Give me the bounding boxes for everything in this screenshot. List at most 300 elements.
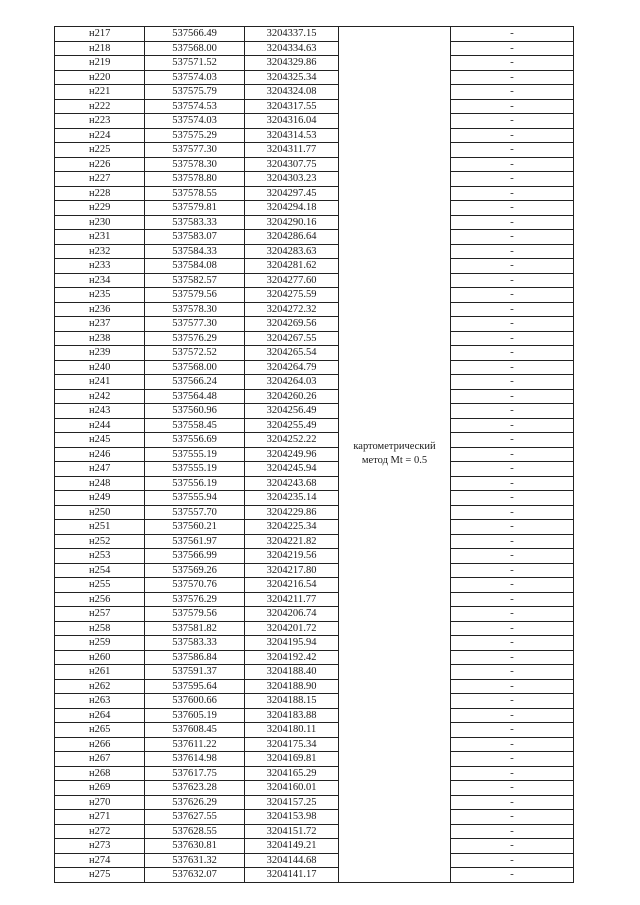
y-coordinate-cell: 3204219.56 <box>245 549 339 564</box>
note-cell: - <box>451 737 574 752</box>
point-id-cell: н232 <box>55 244 145 259</box>
note-cell: - <box>451 505 574 520</box>
table-row <box>55 795 574 810</box>
y-coordinate-cell: 3204334.63 <box>245 41 339 56</box>
y-coordinate-cell: 3204329.86 <box>245 56 339 71</box>
table-row <box>55 433 574 448</box>
table-row <box>55 143 574 158</box>
x-coordinate-cell: 537627.55 <box>145 810 245 825</box>
method-cell <box>339 27 451 883</box>
x-coordinate-cell: 537586.84 <box>145 650 245 665</box>
y-coordinate-cell: 3204314.53 <box>245 128 339 143</box>
x-coordinate-cell: 537574.03 <box>145 114 245 129</box>
x-coordinate-cell: 537555.19 <box>145 447 245 462</box>
x-coordinate-cell: 537572.52 <box>145 346 245 361</box>
note-cell: - <box>451 186 574 201</box>
y-coordinate-cell: 3204157.25 <box>245 795 339 810</box>
y-coordinate-cell: 3204216.54 <box>245 578 339 593</box>
table-row <box>55 723 574 738</box>
y-coordinate-cell: 3204229.86 <box>245 505 339 520</box>
point-id-cell: н252 <box>55 534 145 549</box>
y-coordinate-cell: 3204206.74 <box>245 607 339 622</box>
note-cell: - <box>451 534 574 549</box>
point-id-cell: н241 <box>55 375 145 390</box>
table-row <box>55 737 574 752</box>
note-cell: - <box>451 259 574 274</box>
point-id-cell: н220 <box>55 70 145 85</box>
table-row <box>55 230 574 245</box>
note-cell: - <box>451 70 574 85</box>
y-coordinate-cell: 3204188.40 <box>245 665 339 680</box>
note-cell: - <box>451 418 574 433</box>
note-cell: - <box>451 795 574 810</box>
note-cell: - <box>451 781 574 796</box>
point-id-cell: н264 <box>55 708 145 723</box>
table-row <box>55 694 574 709</box>
table-row <box>55 650 574 665</box>
point-id-cell: н249 <box>55 491 145 506</box>
y-coordinate-cell: 3204235.14 <box>245 491 339 506</box>
x-coordinate-cell: 537611.22 <box>145 737 245 752</box>
table-row <box>55 56 574 71</box>
x-coordinate-cell: 537556.69 <box>145 433 245 448</box>
note-cell: - <box>451 824 574 839</box>
y-coordinate-cell: 3204286.64 <box>245 230 339 245</box>
table-row <box>55 317 574 332</box>
x-coordinate-cell: 537574.53 <box>145 99 245 114</box>
point-id-cell: н257 <box>55 607 145 622</box>
point-id-cell: н272 <box>55 824 145 839</box>
x-coordinate-cell: 537560.96 <box>145 404 245 419</box>
x-coordinate-cell: 537577.30 <box>145 317 245 332</box>
point-id-cell: н248 <box>55 476 145 491</box>
note-cell: - <box>451 433 574 448</box>
x-coordinate-cell: 537577.30 <box>145 143 245 158</box>
y-coordinate-cell: 3204160.01 <box>245 781 339 796</box>
y-coordinate-cell: 3204264.03 <box>245 375 339 390</box>
y-coordinate-cell: 3204269.56 <box>245 317 339 332</box>
table-row <box>55 549 574 564</box>
point-id-cell: н271 <box>55 810 145 825</box>
note-cell: - <box>451 230 574 245</box>
note-cell: - <box>451 679 574 694</box>
y-coordinate-cell: 3204195.94 <box>245 636 339 651</box>
point-id-cell: н251 <box>55 520 145 535</box>
note-cell: - <box>451 592 574 607</box>
table-row <box>55 520 574 535</box>
x-coordinate-cell: 537583.07 <box>145 230 245 245</box>
y-coordinate-cell: 3204217.80 <box>245 563 339 578</box>
table-row <box>55 70 574 85</box>
table-row <box>55 824 574 839</box>
point-id-cell: н266 <box>55 737 145 752</box>
table-row <box>55 273 574 288</box>
point-id-cell: н225 <box>55 143 145 158</box>
y-coordinate-cell: 3204255.49 <box>245 418 339 433</box>
x-coordinate-cell: 537579.81 <box>145 201 245 216</box>
y-coordinate-cell: 3204303.23 <box>245 172 339 187</box>
y-coordinate-cell: 3204165.29 <box>245 766 339 781</box>
x-coordinate-cell: 537579.56 <box>145 288 245 303</box>
point-id-cell: н240 <box>55 360 145 375</box>
y-coordinate-cell: 3204277.60 <box>245 273 339 288</box>
y-coordinate-cell: 3204225.34 <box>245 520 339 535</box>
x-coordinate-cell: 537579.56 <box>145 607 245 622</box>
note-cell: - <box>451 839 574 854</box>
y-coordinate-cell: 3204188.90 <box>245 679 339 694</box>
table-row <box>55 172 574 187</box>
note-cell: - <box>451 853 574 868</box>
y-coordinate-cell: 3204192.42 <box>245 650 339 665</box>
x-coordinate-cell: 537578.30 <box>145 302 245 317</box>
x-coordinate-cell: 537617.75 <box>145 766 245 781</box>
table-row <box>55 360 574 375</box>
x-coordinate-cell: 537560.21 <box>145 520 245 535</box>
table-row <box>55 636 574 651</box>
x-coordinate-cell: 537555.19 <box>145 462 245 477</box>
note-cell: - <box>451 723 574 738</box>
y-coordinate-cell: 3204169.81 <box>245 752 339 767</box>
x-coordinate-cell: 537595.64 <box>145 679 245 694</box>
y-coordinate-cell: 3204264.79 <box>245 360 339 375</box>
note-cell: - <box>451 694 574 709</box>
note-cell: - <box>451 99 574 114</box>
table-row <box>55 810 574 825</box>
note-cell: - <box>451 476 574 491</box>
point-id-cell: н238 <box>55 331 145 346</box>
x-coordinate-cell: 537583.33 <box>145 215 245 230</box>
x-coordinate-cell: 537574.03 <box>145 70 245 85</box>
table-row <box>55 534 574 549</box>
y-coordinate-cell: 3204221.82 <box>245 534 339 549</box>
note-cell: - <box>451 143 574 158</box>
note-cell: - <box>451 636 574 651</box>
y-coordinate-cell: 3204325.34 <box>245 70 339 85</box>
x-coordinate-cell: 537566.49 <box>145 27 245 42</box>
y-coordinate-cell: 3204281.62 <box>245 259 339 274</box>
table-row <box>55 781 574 796</box>
point-id-cell: н255 <box>55 578 145 593</box>
note-cell: - <box>451 868 574 883</box>
table-row <box>55 766 574 781</box>
x-coordinate-cell: 537608.45 <box>145 723 245 738</box>
table-body <box>55 27 574 883</box>
point-id-cell: н224 <box>55 128 145 143</box>
table-row <box>55 201 574 216</box>
y-coordinate-cell: 3204317.55 <box>245 99 339 114</box>
x-coordinate-cell: 537581.82 <box>145 621 245 636</box>
note-cell: - <box>451 157 574 172</box>
coordinates-table <box>54 26 574 883</box>
y-coordinate-cell: 3204272.32 <box>245 302 339 317</box>
point-id-cell: н261 <box>55 665 145 680</box>
x-coordinate-cell: 537569.26 <box>145 563 245 578</box>
point-id-cell: н254 <box>55 563 145 578</box>
table-row <box>55 505 574 520</box>
x-coordinate-cell: 537556.19 <box>145 476 245 491</box>
table-row <box>55 592 574 607</box>
point-id-cell: н234 <box>55 273 145 288</box>
x-coordinate-cell: 537568.00 <box>145 360 245 375</box>
y-coordinate-cell: 3204149.21 <box>245 839 339 854</box>
point-id-cell: н260 <box>55 650 145 665</box>
x-coordinate-cell: 537605.19 <box>145 708 245 723</box>
note-cell: - <box>451 128 574 143</box>
table-row <box>55 27 574 42</box>
table-row <box>55 839 574 854</box>
y-coordinate-cell: 3204243.68 <box>245 476 339 491</box>
note-cell: - <box>451 578 574 593</box>
note-cell: - <box>451 41 574 56</box>
x-coordinate-cell: 537575.79 <box>145 85 245 100</box>
point-id-cell: н268 <box>55 766 145 781</box>
point-id-cell: н267 <box>55 752 145 767</box>
table-row <box>55 853 574 868</box>
point-id-cell: н250 <box>55 505 145 520</box>
y-coordinate-cell: 3204175.34 <box>245 737 339 752</box>
x-coordinate-cell: 537584.08 <box>145 259 245 274</box>
y-coordinate-cell: 3204188.15 <box>245 694 339 709</box>
point-id-cell: н227 <box>55 172 145 187</box>
note-cell: - <box>451 389 574 404</box>
note-cell: - <box>451 27 574 42</box>
x-coordinate-cell: 537558.45 <box>145 418 245 433</box>
table-row <box>55 302 574 317</box>
table-row <box>55 288 574 303</box>
table-row <box>55 99 574 114</box>
point-id-cell: н244 <box>55 418 145 433</box>
y-coordinate-cell: 3204153.98 <box>245 810 339 825</box>
y-coordinate-cell: 3204265.54 <box>245 346 339 361</box>
y-coordinate-cell: 3204294.18 <box>245 201 339 216</box>
y-coordinate-cell: 3204245.94 <box>245 462 339 477</box>
y-coordinate-cell: 3204283.63 <box>245 244 339 259</box>
y-coordinate-cell: 3204307.75 <box>245 157 339 172</box>
table-row <box>55 621 574 636</box>
note-cell: - <box>451 766 574 781</box>
y-coordinate-cell: 3204141.17 <box>245 868 339 883</box>
point-id-cell: н263 <box>55 694 145 709</box>
note-cell: - <box>451 317 574 332</box>
note-cell: - <box>451 244 574 259</box>
point-id-cell: н262 <box>55 679 145 694</box>
table-row <box>55 375 574 390</box>
point-id-cell: н247 <box>55 462 145 477</box>
x-coordinate-cell: 537623.28 <box>145 781 245 796</box>
point-id-cell: н218 <box>55 41 145 56</box>
note-cell: - <box>451 56 574 71</box>
point-id-cell: н236 <box>55 302 145 317</box>
note-cell: - <box>451 621 574 636</box>
y-coordinate-cell: 3204151.72 <box>245 824 339 839</box>
point-id-cell: н228 <box>55 186 145 201</box>
table-row <box>55 41 574 56</box>
note-cell: - <box>451 273 574 288</box>
table-row <box>55 331 574 346</box>
table-row <box>55 708 574 723</box>
table-row <box>55 85 574 100</box>
table-row <box>55 244 574 259</box>
x-coordinate-cell: 537591.37 <box>145 665 245 680</box>
x-coordinate-cell: 537576.29 <box>145 331 245 346</box>
x-coordinate-cell: 537583.33 <box>145 636 245 651</box>
table-row <box>55 563 574 578</box>
table-row <box>55 868 574 883</box>
note-cell: - <box>451 302 574 317</box>
point-id-cell: н223 <box>55 114 145 129</box>
note-cell: - <box>451 549 574 564</box>
table-row <box>55 476 574 491</box>
y-coordinate-cell: 3204316.04 <box>245 114 339 129</box>
table-row <box>55 462 574 477</box>
y-coordinate-cell: 3204256.49 <box>245 404 339 419</box>
x-coordinate-cell: 537571.52 <box>145 56 245 71</box>
point-id-cell: н258 <box>55 621 145 636</box>
x-coordinate-cell: 537614.98 <box>145 752 245 767</box>
point-id-cell: н242 <box>55 389 145 404</box>
table-row <box>55 389 574 404</box>
x-coordinate-cell: 537631.32 <box>145 853 245 868</box>
x-coordinate-cell: 537578.80 <box>145 172 245 187</box>
point-id-cell: н269 <box>55 781 145 796</box>
note-cell: - <box>451 201 574 216</box>
x-coordinate-cell: 537561.97 <box>145 534 245 549</box>
x-coordinate-cell: 537584.33 <box>145 244 245 259</box>
point-id-cell: н273 <box>55 839 145 854</box>
point-id-cell: н274 <box>55 853 145 868</box>
table-row <box>55 186 574 201</box>
y-coordinate-cell: 3204249.96 <box>245 447 339 462</box>
note-cell: - <box>451 563 574 578</box>
note-cell: - <box>451 810 574 825</box>
point-id-cell: н256 <box>55 592 145 607</box>
y-coordinate-cell: 3204297.45 <box>245 186 339 201</box>
note-cell: - <box>451 114 574 129</box>
note-cell: - <box>451 172 574 187</box>
table-row <box>55 447 574 462</box>
x-coordinate-cell: 537626.29 <box>145 795 245 810</box>
y-coordinate-cell: 3204290.16 <box>245 215 339 230</box>
note-cell: - <box>451 215 574 230</box>
table-row <box>55 259 574 274</box>
point-id-cell: н243 <box>55 404 145 419</box>
x-coordinate-cell: 537630.81 <box>145 839 245 854</box>
y-coordinate-cell: 3204183.88 <box>245 708 339 723</box>
y-coordinate-cell: 3204211.77 <box>245 592 339 607</box>
table-row <box>55 404 574 419</box>
note-cell: - <box>451 650 574 665</box>
table-row <box>55 752 574 767</box>
table-row <box>55 346 574 361</box>
point-id-cell: н235 <box>55 288 145 303</box>
x-coordinate-cell: 537628.55 <box>145 824 245 839</box>
y-coordinate-cell: 3204201.72 <box>245 621 339 636</box>
x-coordinate-cell: 537582.57 <box>145 273 245 288</box>
point-id-cell: н222 <box>55 99 145 114</box>
note-cell: - <box>451 520 574 535</box>
method-label-line2: метод Mt = 0.5 <box>361 455 428 467</box>
note-cell: - <box>451 360 574 375</box>
table-row <box>55 418 574 433</box>
x-coordinate-cell: 537564.48 <box>145 389 245 404</box>
y-coordinate-cell: 3204267.55 <box>245 331 339 346</box>
table-row <box>55 491 574 506</box>
note-cell: - <box>451 331 574 346</box>
table-row <box>55 679 574 694</box>
note-cell: - <box>451 447 574 462</box>
point-id-cell: н217 <box>55 27 145 42</box>
note-cell: - <box>451 346 574 361</box>
note-cell: - <box>451 404 574 419</box>
x-coordinate-cell: 537568.00 <box>145 41 245 56</box>
y-coordinate-cell: 3204252.22 <box>245 433 339 448</box>
table-row <box>55 665 574 680</box>
point-id-cell: н229 <box>55 201 145 216</box>
note-cell: - <box>451 752 574 767</box>
table-row <box>55 215 574 230</box>
x-coordinate-cell: 537576.29 <box>145 592 245 607</box>
point-id-cell: н265 <box>55 723 145 738</box>
x-coordinate-cell: 537566.24 <box>145 375 245 390</box>
method-label-line1: картометрический <box>353 441 436 453</box>
point-id-cell: н259 <box>55 636 145 651</box>
y-coordinate-cell: 3204324.08 <box>245 85 339 100</box>
table-row <box>55 128 574 143</box>
note-cell: - <box>451 462 574 477</box>
table-row <box>55 607 574 622</box>
point-id-cell: н239 <box>55 346 145 361</box>
note-cell: - <box>451 375 574 390</box>
y-coordinate-cell: 3204311.77 <box>245 143 339 158</box>
y-coordinate-cell: 3204260.26 <box>245 389 339 404</box>
point-id-cell: н226 <box>55 157 145 172</box>
point-id-cell: н270 <box>55 795 145 810</box>
note-cell: - <box>451 288 574 303</box>
x-coordinate-cell: 537555.94 <box>145 491 245 506</box>
point-id-cell: н233 <box>55 259 145 274</box>
point-id-cell: н231 <box>55 230 145 245</box>
note-cell: - <box>451 708 574 723</box>
x-coordinate-cell: 537578.30 <box>145 157 245 172</box>
y-coordinate-cell: 3204337.15 <box>245 27 339 42</box>
point-id-cell: н237 <box>55 317 145 332</box>
table-row <box>55 114 574 129</box>
point-id-cell: н275 <box>55 868 145 883</box>
table-row <box>55 157 574 172</box>
note-cell: - <box>451 491 574 506</box>
point-id-cell: н246 <box>55 447 145 462</box>
x-coordinate-cell: 537578.55 <box>145 186 245 201</box>
x-coordinate-cell: 537632.07 <box>145 868 245 883</box>
y-coordinate-cell: 3204275.59 <box>245 288 339 303</box>
point-id-cell: н253 <box>55 549 145 564</box>
point-id-cell: н230 <box>55 215 145 230</box>
note-cell: - <box>451 85 574 100</box>
point-id-cell: н219 <box>55 56 145 71</box>
x-coordinate-cell: 537575.29 <box>145 128 245 143</box>
y-coordinate-cell: 3204180.11 <box>245 723 339 738</box>
table-row <box>55 578 574 593</box>
note-cell: - <box>451 607 574 622</box>
note-cell: - <box>451 665 574 680</box>
x-coordinate-cell: 537566.99 <box>145 549 245 564</box>
x-coordinate-cell: 537600.66 <box>145 694 245 709</box>
point-id-cell: н245 <box>55 433 145 448</box>
x-coordinate-cell: 537570.76 <box>145 578 245 593</box>
point-id-cell: н221 <box>55 85 145 100</box>
y-coordinate-cell: 3204144.68 <box>245 853 339 868</box>
x-coordinate-cell: 537557.70 <box>145 505 245 520</box>
